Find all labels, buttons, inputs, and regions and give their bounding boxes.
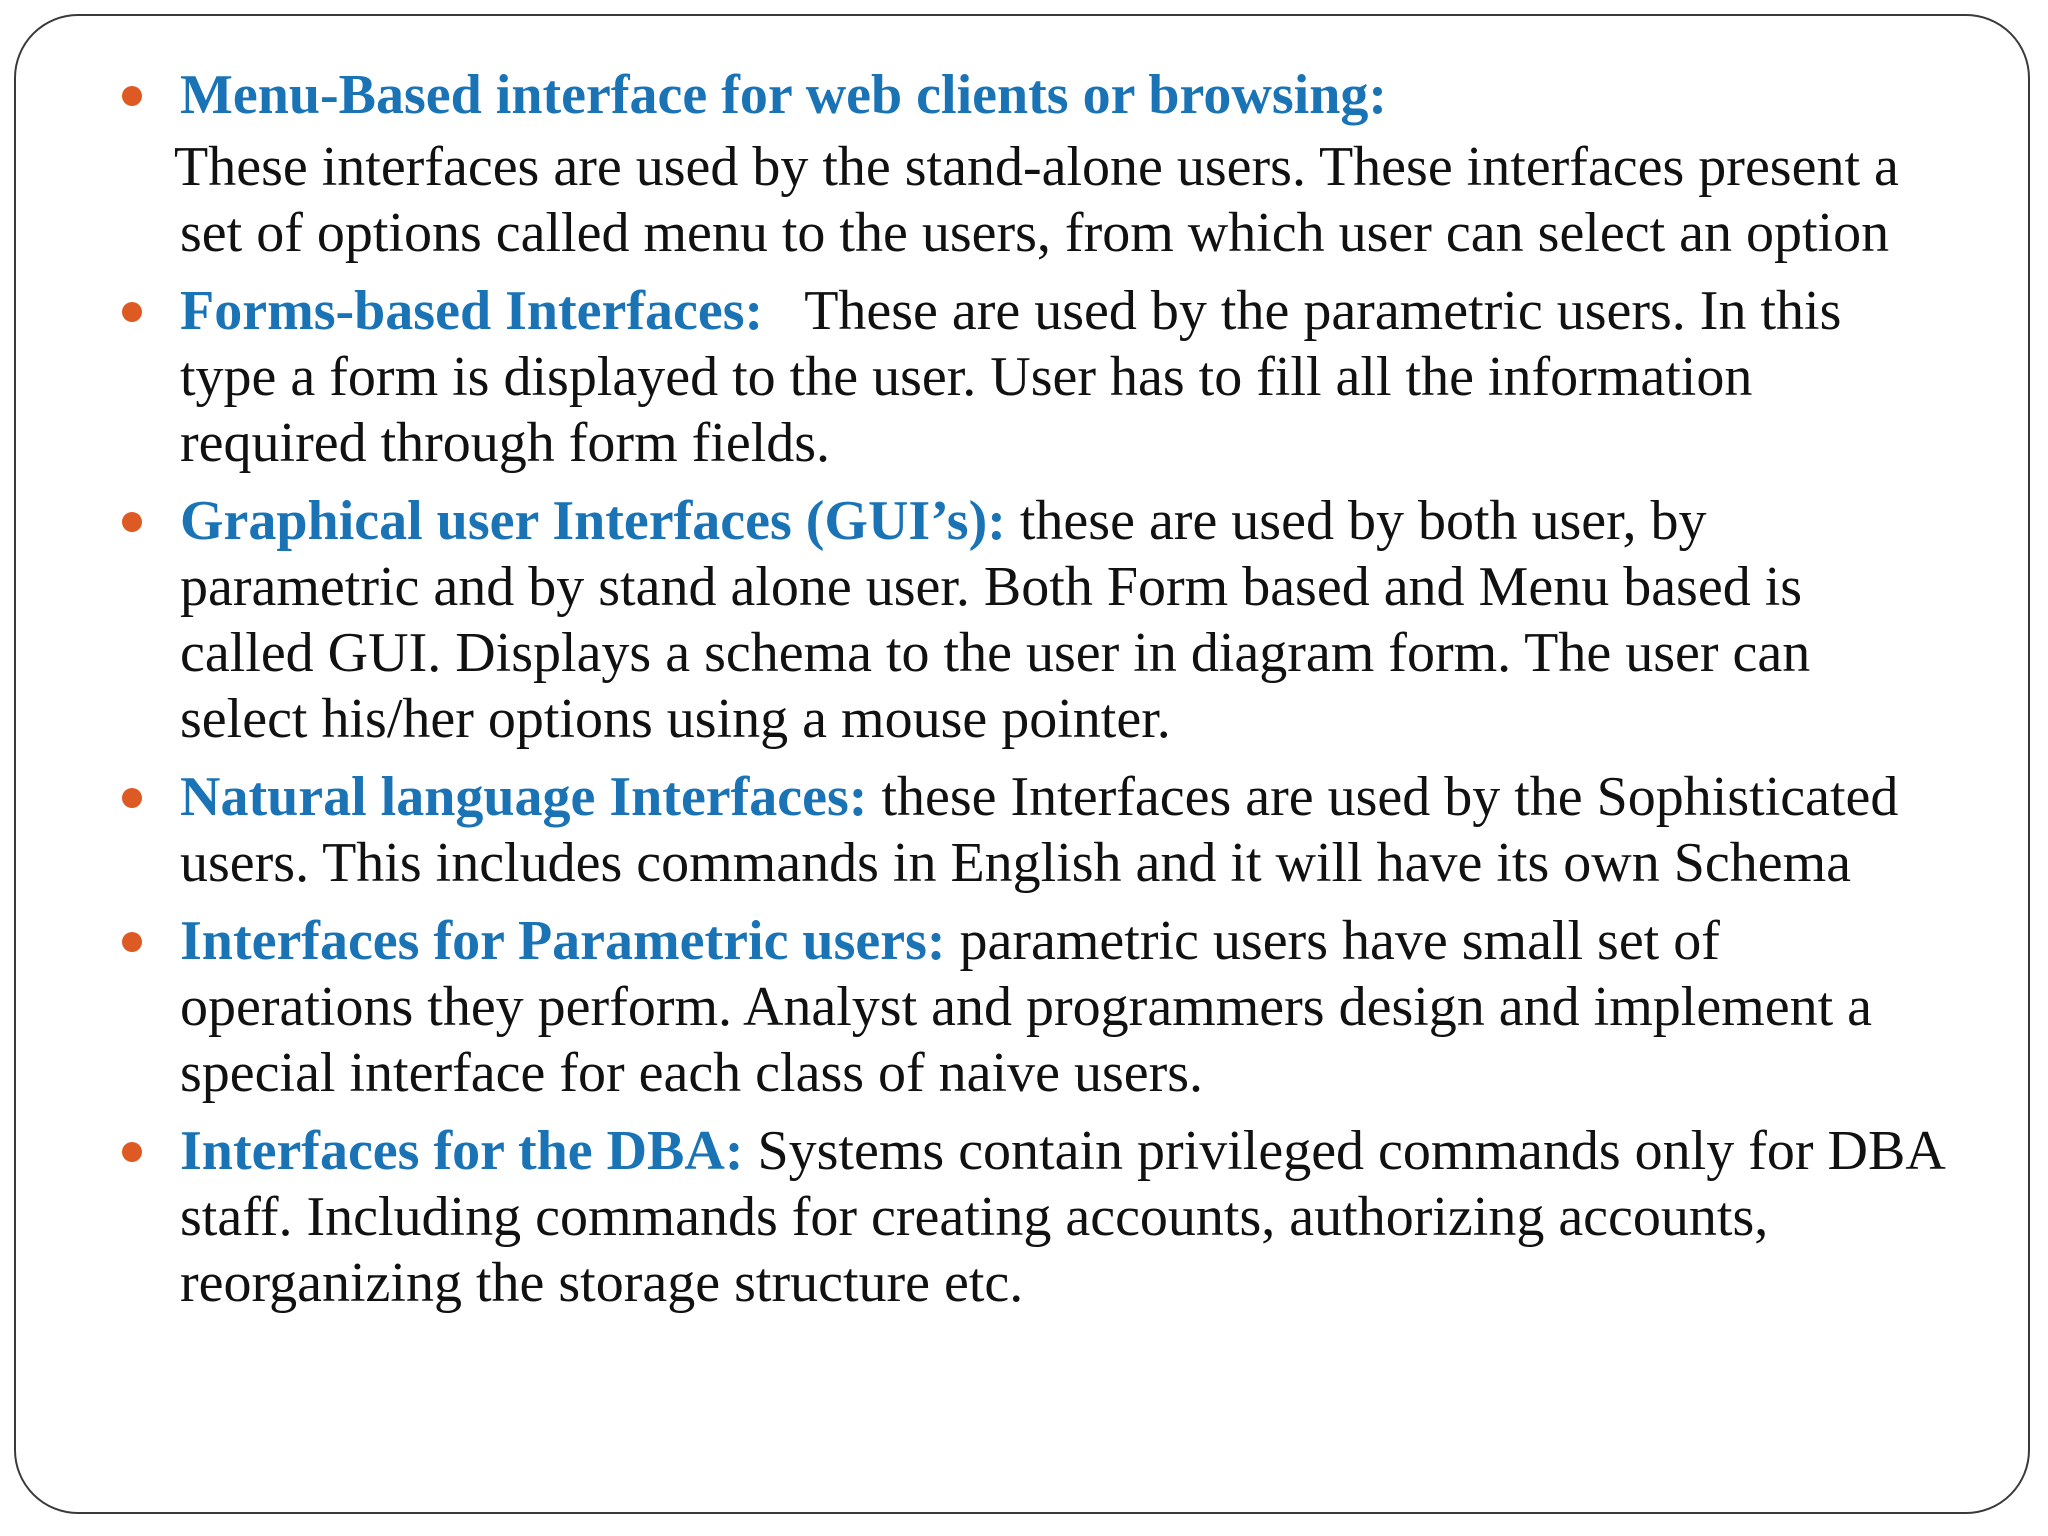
list-item-dba [118, 1118, 1948, 1316]
bullet-icon [122, 1142, 142, 1162]
item-text: these are used by both user, by parametric and by stand alone user. Both Form based and Menu based is called GUI. Displays a schema to the user in diagram form. The user can select his/her options using a mouse pointer. [180, 490, 1811, 750]
item-text: These are used by the parametric users. In this type a form is displayed to the user. User has to fill all the information required through form fields. [180, 280, 1842, 474]
item-heading: Interfaces for Parametric users: [180, 910, 960, 972]
list-item-natural-language [118, 764, 1948, 896]
bullet-list [118, 62, 1948, 1328]
list-item-gui [118, 488, 1948, 752]
list-item-forms-based [118, 278, 1948, 476]
bullet-icon [122, 302, 142, 322]
bullet-icon [122, 788, 142, 808]
bullet-icon [122, 86, 142, 106]
list-item-menu-based [118, 62, 1948, 266]
bullet-icon [122, 932, 142, 952]
item-text: Systems contain privileged commands only for DBA staff. Including commands for creating accounts, authorizing accounts, reorganizing the storage structure etc. [180, 1120, 1943, 1314]
item-text: These interfaces are used by the stand-alone users. These interfaces present a set of options called menu to the users, from which user can select an option [174, 136, 1899, 264]
item-heading: Natural language Interfaces: [180, 766, 882, 828]
item-heading: Interfaces for the DBA: [180, 1120, 758, 1182]
item-text: these Interfaces are used by the Sophisticated users. This includes commands in English and it will have its own Schema [180, 766, 1899, 894]
item-heading: Forms-based Interfaces: [180, 280, 764, 342]
list-item-parametric-users [118, 908, 1948, 1106]
item-heading: Menu-Based interface for web clients or browsing: [180, 64, 1387, 126]
item-heading: Graphical user Interfaces (GUI’s): [180, 490, 1020, 552]
bullet-icon [122, 512, 142, 532]
item-text: parametric users have small set of operations they perform. Analyst and programmers design and implement a special interface for each class of naive users. [180, 910, 1873, 1104]
